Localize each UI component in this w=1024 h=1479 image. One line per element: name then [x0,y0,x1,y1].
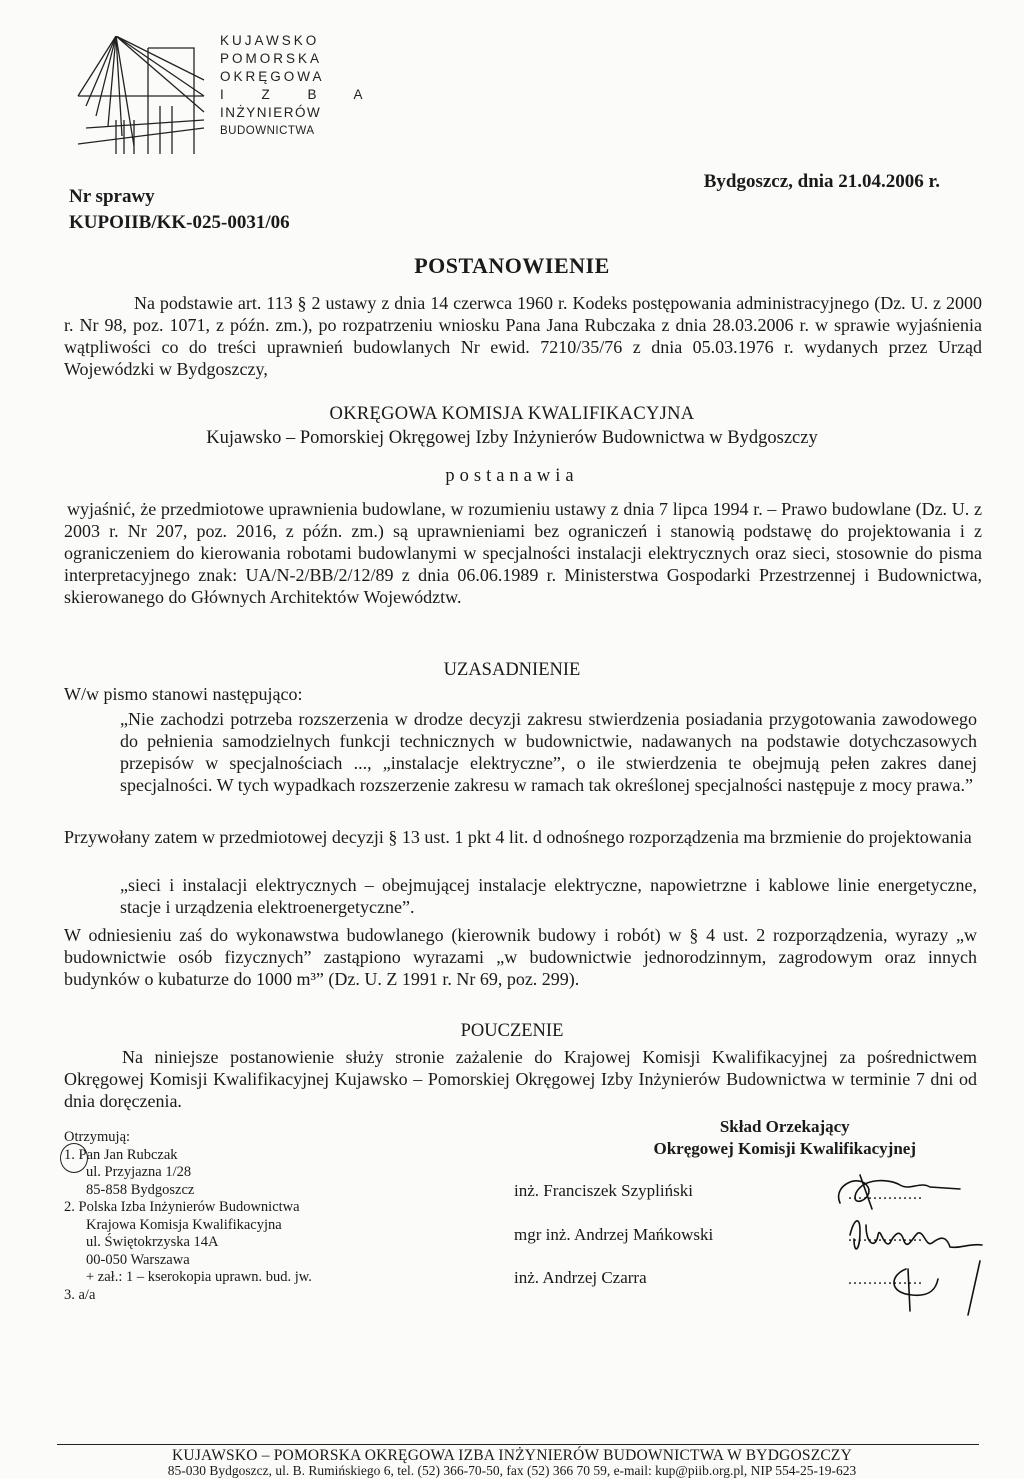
panel-heading [653,1116,916,1160]
justification-heading: UZASADNIENIE [443,660,581,680]
chamber-name: Kujawsko – Pomorskiej Okręgowej Izby Inżynierów Budownictwa w Bydgoszczy [206,428,818,448]
case-number: KUPOIIB/KK-025-0031/06 [69,212,290,233]
recipients-list [64,1129,312,1304]
panel-member: inż. Franciszek Szypliński [514,1181,693,1200]
org-line: I Z B A [220,87,380,102]
instruction-paragraph: Na niniejsze postanowienie służy stronie zażalenie do Krajowej Komisji Kwalifikacyjnej za pośrednictwem Okręgowej Komisji Kwalifikacyjnej Kujawsko – Pomorskiej Okręgowej Izby Inżynierów Budownictwa w terminie 7 dni od dnia doręczenia. [64,1047,977,1111]
recipient-2-name: 2. Polska Izba Inżynierów Budownictwa [64,1199,300,1215]
org-line: POMORSKA [220,51,323,66]
chamber-logo-icon [76,36,206,161]
commission-name: OKRĘGOWA KOMISJA KWALIFIKACYJNA [329,404,695,424]
organization-name [220,32,380,140]
hand-drawn-circle [60,1143,88,1173]
quoted-regulation: „sieci i instalacji elektrycznych – obejmującej instalacje elektryczne, napowietrzne i kablowe linie energetyczne, stacje i urządzenia elektroenergetyczne”. [120,875,977,917]
panel-heading-line: Skład Orzekający [719,1117,850,1136]
recipient-1-city: 85-858 Bydgoszcz [86,1181,195,1198]
instruction-heading: POUCZENIE [460,1021,564,1041]
footer-contact: 85-030 Bydgoszcz, ul. B. Rumińskiego 6, tel. (52) 366-70-50, fax (52) 366 70 59, e-mail: kup@piib.org.pl, NIP 554-25-19-623 [167,1463,857,1478]
recipient-3: 3. a/a [64,1286,96,1303]
panel-heading-line: Okręgowej Komisji Kwalifikacyjnej [653,1139,916,1158]
document-title: POSTANOWIENIE [414,253,610,278]
cited-regulation: Przywołany zatem w przedmiotowej decyzji § 13 ust. 1 pkt 4 lit. d odnośnego rozporządzenia ma brzmienie do projektowania [64,827,972,847]
recipients-label: Otrzymują: [64,1129,131,1145]
recipient-1-name: 1. Pan Jan Rubczak [64,1146,178,1163]
intro-paragraph: Na podstawie art. 113 § 2 ustawy z dnia 14 czerwca 1960 r. Kodeks postępowania administracyjnego (Dz. U. z 2000 r. Nr 98, poz. 1071, z późn. zm.), po rozpatrzeniu wniosku Pana Jana Rubczaka z dnia 28.03.2006 r. w sprawie wyjaśnienia wątpliwości co do treści uprawnień budowlanych Nr ewid. 7210/35/76 z dnia 05.03.1976 r. wydanych przez Urząd Wojewódzki w Bydgoszczy, [64,293,982,379]
signature-line: ............... [848,1186,923,1203]
decision-paragraph: wyjaśnić, że przedmiotowe uprawnienia budowlane, w rozumieniu ustawy z dnia 7 lipca 1994 r. – Prawo budowlane (Dz. U. z 2003 r. Nr 207, poz. 2016, z późn. zm.) są uprawnieniami bez ograniczeń i stanowią podstawę do projektowania i z ograniczeniem do kierowania robotami budowlanymi w specjalności instalacji elektrycznych oraz sieci, stosownie do pisma interpretacyjnego znak: UA/N-2/BB/2/12/89 z dnia 06.06.1989 r. Ministerstwa Gospodarki Przestrzennej i Budownictwa, skierowanego do Głównych Architektów Województw. [64,499,982,607]
recipient-2-city: 00-050 Warszawa [86,1251,190,1268]
execution-paragraph: W odniesieniu zaś do wykonawstwa budowlanego (kierownik budowy i robót) w § 4 ust. 2 rozporządzenia, wyrazy „w budownictwie osób fizycznych” zastąpiono wyrazami „w budownictwie jednorodzinnym, zagrodowym oraz innych budynków o kubaturze do 1000 m³” (Dz. U. Z 1991 r. Nr 69, poz. 299). [64,925,977,989]
org-line: BUDOWNICTWA [220,125,315,137]
org-line: KUJAWSKO [220,33,320,48]
case-label: Nr sprawy [69,186,155,207]
org-line: INŻYNIERÓW [220,105,322,120]
footer-organization: KUJAWSKO – POMORSKA OKRĘGOWA IZBA INŻYNIERÓW BUDOWNICTWA W BYDGOSZCZY [172,1447,852,1464]
justification-lead: W/w pismo stanowi następująco: [64,684,303,704]
panel-member: mgr inż. Andrzej Mańkowski [514,1225,714,1244]
recipient-1-street: ul. Przyjazna 1/28 [86,1164,192,1180]
org-line: OKRĘGOWA [220,69,325,84]
handwritten-signatures [820,1165,1000,1330]
panel-member: inż. Andrzej Czarra [514,1268,647,1287]
recipient-2-street: ul. Świętokrzyska 14A [86,1234,219,1250]
recipient-2-attachment: + zał.: 1 – kserokopia uprawn. bud. jw. [86,1269,312,1285]
signature-line: ............... [848,1271,923,1288]
signature-line: ............... [848,1228,923,1245]
footer-divider [57,1444,979,1445]
decides-heading: postanawia [445,466,579,486]
recipient-2-unit: Krajowa Komisja Kwalifikacyjna [86,1216,282,1233]
quoted-letter: „Nie zachodzi potrzeba rozszerzenia w drodze decyzji zakresu stwierdzenia posiadania przygotowania zawodowego do pełnienia samodzielnych funkcji technicznych w budownictwie, nadawanych na podstawie dotychczasowych przepisów w specjalnościach ..., „instalacje elektryczne”, o ile stwierdzenia te obejmują pełen zakres danej specjalności. W tych wypadkach rozszerzenie zakresu w ramach tak określonej specjalności następuje z mocy prawa.” [120,709,977,795]
place-and-date: Bydgoszcz, dnia 21.04.2006 r. [703,171,940,192]
